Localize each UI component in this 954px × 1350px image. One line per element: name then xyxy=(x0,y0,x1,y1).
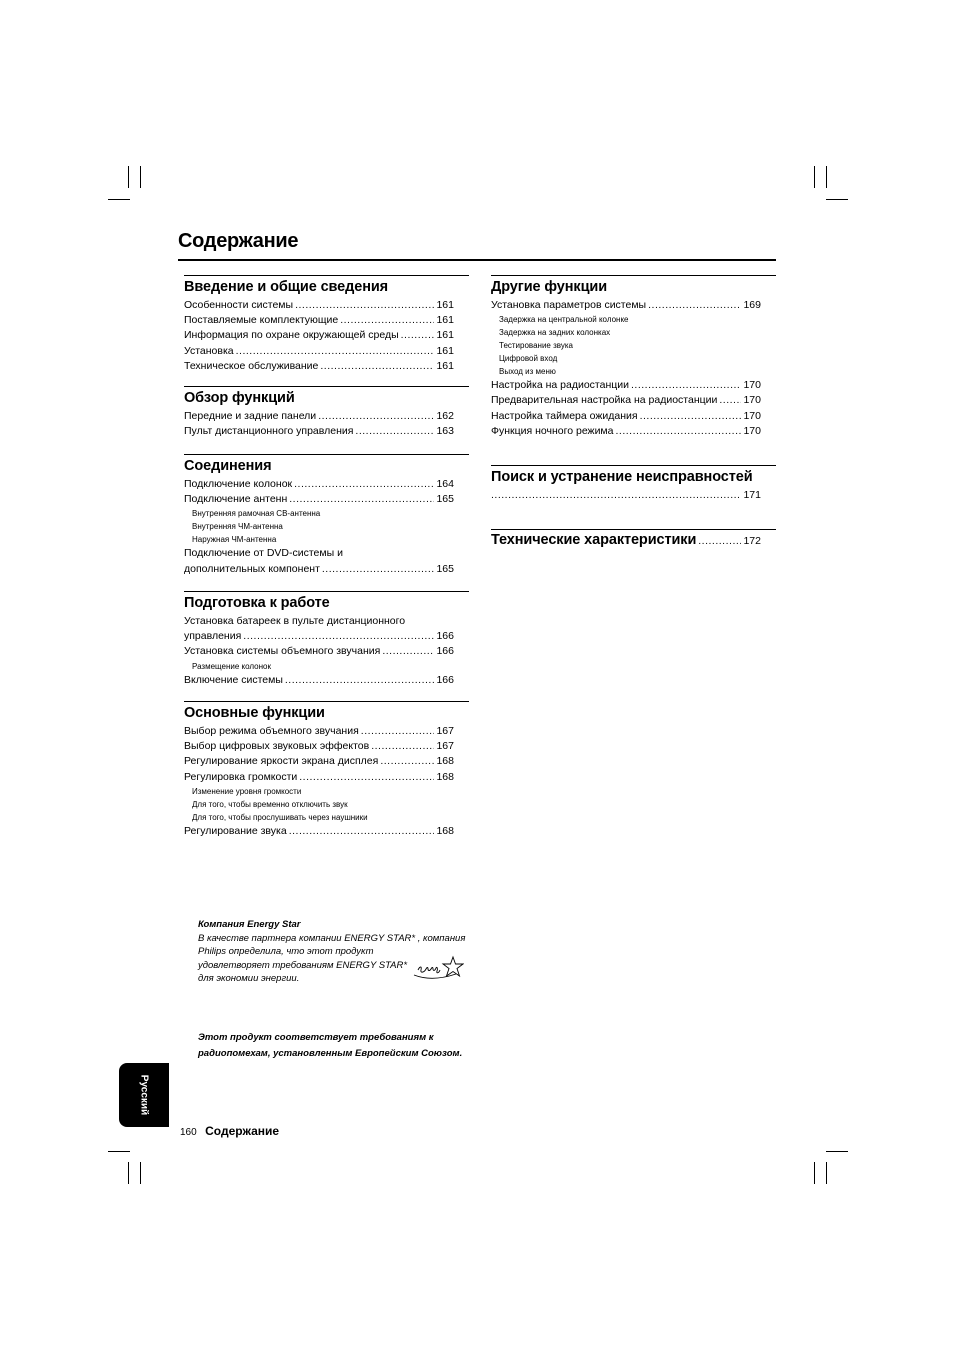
page-number: 170 xyxy=(743,394,761,407)
toc-subentry: Изменение уровня громкости xyxy=(192,786,302,796)
title-rule xyxy=(178,259,776,261)
section-entries xyxy=(184,298,469,374)
section-title: Обзор функций xyxy=(184,390,295,406)
page-title: Содержание xyxy=(178,230,299,252)
footer-page-number: 160 xyxy=(180,1127,197,1138)
crop-mark xyxy=(140,1162,141,1184)
toc-entry xyxy=(184,754,454,769)
section-title: Технические характеристики xyxy=(491,532,697,548)
toc-entry xyxy=(491,298,761,313)
section-entries xyxy=(184,614,469,688)
entry-label: Поставляемые комплектующие xyxy=(184,314,339,327)
toc-entry xyxy=(491,378,761,393)
language-tab-label: Русский xyxy=(138,1074,150,1116)
tech-entry xyxy=(491,530,761,548)
page-number: 166 xyxy=(436,673,454,686)
leader-dots xyxy=(340,313,434,328)
leader-dots xyxy=(648,298,741,313)
energy-star-line: В качестве партнера компании ENERGY STAR* , компания xyxy=(198,932,466,944)
section-entries xyxy=(184,724,469,839)
toc-entry-line: Установка батареек в пульте дистанционного xyxy=(184,615,406,627)
section-entries xyxy=(491,488,776,503)
crop-mark xyxy=(826,1151,848,1152)
leader-dots xyxy=(299,770,434,785)
entry-label: управления xyxy=(184,630,242,643)
toc-section xyxy=(184,454,469,577)
toc-subentry: Внутренняя ЧМ-антенна xyxy=(192,522,283,532)
crop-mark xyxy=(108,1151,130,1152)
leader-dots xyxy=(243,629,434,644)
section-entries xyxy=(184,409,469,439)
leader-dots xyxy=(236,344,435,359)
entry-label: Регулирование яркости экрана дисплея xyxy=(184,755,379,768)
entry-label: Включение системы xyxy=(184,673,283,686)
toc-entry xyxy=(184,492,454,507)
toc-section xyxy=(184,275,469,374)
leader-dots xyxy=(382,644,434,659)
toc-entry xyxy=(184,344,454,359)
page-number: 167 xyxy=(436,725,454,737)
page-number: 170 xyxy=(743,424,761,437)
toc-subentry: Для того, чтобы временно отключить звук xyxy=(192,799,348,809)
leader-dots xyxy=(322,562,435,577)
toc-subentry: Задержка на центральной колонке xyxy=(499,315,629,325)
crop-mark xyxy=(826,199,848,200)
crop-mark xyxy=(128,1162,129,1184)
toc-section xyxy=(491,275,776,439)
toc-section xyxy=(184,701,469,839)
section-title: Введение и общие сведения xyxy=(184,279,389,295)
energy-star-line: Philips определила, что этот продукт xyxy=(198,946,374,958)
toc-entry xyxy=(491,409,761,424)
leader-dots xyxy=(616,424,742,439)
entry-label: Пульт дистанционного управления xyxy=(184,425,354,438)
section-entries xyxy=(184,477,469,577)
section-title: Основные функции xyxy=(184,705,325,721)
leader-dots xyxy=(631,378,741,393)
page-number: 172 xyxy=(743,535,761,547)
leader-dots xyxy=(640,409,742,424)
crop-mark xyxy=(814,166,815,188)
section-entries xyxy=(491,298,776,439)
crop-mark xyxy=(826,166,827,188)
entry-label: Выбор режима объемного звучания xyxy=(184,725,359,737)
crop-mark xyxy=(814,1162,815,1184)
crop-mark xyxy=(128,166,129,188)
page-number: 165 xyxy=(436,493,454,506)
page-number: 168 xyxy=(436,755,454,768)
page-number: 168 xyxy=(436,824,454,837)
section-title: Подготовка к работе xyxy=(184,595,330,611)
entry-label: Настройка на радиостанции xyxy=(491,379,629,392)
entry-label: Особенности системы xyxy=(184,299,294,311)
entry-label: Предварительная настройка на радиостанции xyxy=(491,394,718,407)
leader-dots xyxy=(698,535,741,547)
crop-mark xyxy=(140,166,141,188)
leader-dots xyxy=(719,393,741,408)
section-title: Соединения xyxy=(184,458,272,474)
leader-dots xyxy=(361,724,435,739)
toc-entry xyxy=(184,477,454,492)
energy-star-title: Компания Energy Star xyxy=(198,919,301,930)
leader-dots xyxy=(401,328,435,343)
leader-dots xyxy=(294,477,434,492)
crop-mark xyxy=(826,1162,827,1184)
page-number: 165 xyxy=(436,562,454,575)
toc-entry xyxy=(184,673,454,688)
toc-entry xyxy=(184,328,454,343)
toc-subentry: Внутренняя рамочная СВ-антенна xyxy=(192,509,321,519)
leader-dots xyxy=(320,359,434,374)
page-number: 170 xyxy=(743,379,761,392)
toc-entry xyxy=(184,824,454,839)
toc-subentry: Наружная ЧМ-антенна xyxy=(192,535,277,545)
toc-subentry: Цифровой вход xyxy=(499,354,558,364)
toc-entry xyxy=(184,562,454,577)
toc-entry xyxy=(184,424,454,439)
page-number: 167 xyxy=(436,740,454,753)
page-number: 169 xyxy=(743,299,761,311)
energy-star-line: для экономии энергии. xyxy=(198,973,300,985)
toc-entry xyxy=(184,629,454,644)
entry-label: Функция ночного режима xyxy=(491,424,614,437)
page-number: 161 xyxy=(436,329,454,342)
toc-subentry: Для того, чтобы прослушивать через наушники xyxy=(192,812,368,822)
toc-entry xyxy=(184,313,454,328)
toc-subentry: Выход из меню xyxy=(499,367,556,377)
page-number: 166 xyxy=(436,645,454,658)
page-number: 161 xyxy=(436,299,454,311)
leader-dots xyxy=(289,492,434,507)
page-number: 168 xyxy=(436,770,454,783)
toc-subentry: Тестирование звука xyxy=(499,341,573,351)
leader-dots xyxy=(318,409,434,424)
eu-compliance-note xyxy=(198,1030,498,1062)
entry-label: Настройка таймера ожидания xyxy=(491,409,638,422)
toc-entry xyxy=(184,770,454,785)
leader-dots xyxy=(491,488,741,503)
toc-entry xyxy=(184,724,454,739)
entry-label: Установка параметров системы xyxy=(491,299,647,311)
page-number: 163 xyxy=(436,425,454,438)
page-number: 166 xyxy=(436,630,454,643)
entry-label: дополнительных компонент xyxy=(184,562,320,575)
leader-dots xyxy=(289,824,435,839)
toc-section xyxy=(184,591,469,688)
toc-section xyxy=(491,465,776,503)
page-number: 171 xyxy=(743,489,761,501)
eu-note-line: радиопомехам, установленным Европейским Союзом. xyxy=(198,1048,463,1059)
toc-subentry: Размещение колонок xyxy=(192,661,271,671)
leader-dots xyxy=(285,673,435,688)
entry-label: Передние и задние панели xyxy=(184,410,317,422)
page-number: 161 xyxy=(436,314,454,327)
entry-label: Регулировка громкости xyxy=(184,770,298,783)
entry-label: Информация по охране окружающей среды xyxy=(184,329,399,342)
leader-dots xyxy=(371,739,434,754)
leader-dots xyxy=(355,424,434,439)
toc-entry-line: Подключение от DVD-системы и xyxy=(184,547,343,560)
page-number: 162 xyxy=(436,410,454,422)
section-title: Другие функции xyxy=(491,279,608,295)
page-footer xyxy=(180,1122,279,1140)
page-number: 161 xyxy=(436,359,454,372)
toc-section-tech xyxy=(491,529,776,548)
page-number: 170 xyxy=(743,409,761,422)
toc-entry xyxy=(184,644,454,659)
footer-title: Содержание xyxy=(205,1124,280,1138)
entry-label: Техническое обслуживание xyxy=(184,359,319,372)
leader-dots xyxy=(380,754,434,769)
entry-label: Установка системы объемного звучания xyxy=(184,645,381,658)
toc-entry xyxy=(184,298,454,313)
toc-entry xyxy=(491,393,761,408)
toc-entry xyxy=(491,488,761,503)
toc-section xyxy=(184,386,469,439)
toc-entry xyxy=(184,739,454,754)
section-title: Поиск и устранение неисправностей xyxy=(491,469,753,485)
page-number: 161 xyxy=(436,344,454,357)
page-number: 164 xyxy=(436,478,454,490)
entry-label: Регулирование звука xyxy=(184,824,287,837)
crop-mark xyxy=(108,199,130,200)
leader-dots xyxy=(295,298,434,313)
entry-label: Выбор цифровых звуковых эффектов xyxy=(184,740,370,753)
entry-label: Установка xyxy=(184,344,234,357)
energy-star-logo-icon xyxy=(412,955,464,983)
toc-entry xyxy=(184,359,454,374)
toc-subentry: Задержка на задних колонках xyxy=(499,328,611,338)
energy-star-line: удовлетворяет требованиям ENERGY STAR* xyxy=(198,959,408,971)
entry-label: Подключение антенн xyxy=(184,493,288,506)
toc-entry xyxy=(184,409,454,424)
entry-label: Подключение колонок xyxy=(184,478,293,490)
toc-entry xyxy=(491,424,761,439)
eu-note-line: Этот продукт соответствует требованиям к xyxy=(198,1032,434,1043)
language-tab xyxy=(119,1063,169,1127)
